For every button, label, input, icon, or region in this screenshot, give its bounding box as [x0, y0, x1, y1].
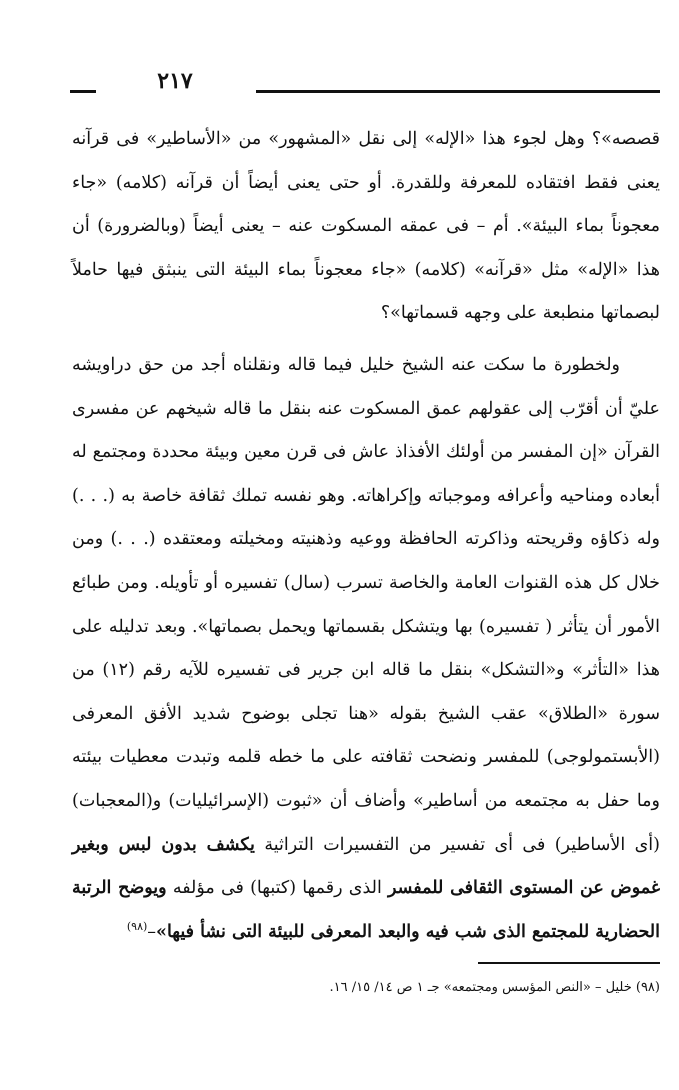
header-rule-long — [256, 90, 660, 93]
page-header — [70, 64, 660, 98]
page-number: ٢١٧ — [157, 68, 193, 94]
paragraph-2-middle: الذى رقمها (كتبها) فى مؤلفه — [172, 878, 382, 899]
bold-phrase-2: ويوضح الرتبة الحضارية للمجتمع الذى شب فيه والبعد المعرفى للبيئة التى نشأ فيها» — [72, 878, 660, 942]
footnote: (٩٨) خليل – «النص المؤسس ومجتمعه» جـ ١ ص ١٤/ ١٥/ ١٦. — [329, 980, 660, 995]
bold-phrase-1: يكشف بدون لبس وبغير غموض عن المستوى الثقافى للمفسر — [72, 834, 660, 899]
paragraph-2 — [72, 344, 660, 954]
paragraph-2-text: ولخطورة ما سكت عنه الشيخ خليل فيما قاله ونقلناه أجد من حق دراويشه عليّ أن أقرّب إلى عقولهم عمق المسكوت عنه بنقل ما قاله شيخهم عن مفسرى القرآن «إن المفسر من أولئك الأفذاذ عاش فى قرن معين وبيئة محددة ومجتمع له أبعاده ومناحيه وأعرافه وموجباته وإكراهاته. وهو نفسه تملك ثقافة خاصة به (. . .) وله ذكاؤه وقريحته وذاكرته الحافظة ووعيه وذهنيته ومخيلته ومعتقده (. . .) ومن خلال كل هذه القنوات العامة والخاصة تسرب (سال) تفسيره أو تأويله. ومن طبائع الأمور أن يتأثر ( تفسيره) بها ويتشكل بقسماتها ويحمل بصماتها». وبعد تدليله على هذا «التأثر» و«التشكل» بنقل ما قاله ابن جرير فى تفسيره للآيه رقم (١٢) من سورة «الطلاق» عقب الشيخ بقوله «هنا تجلى بوضوح شديد الأفق المعرفى (الأبستمولوجى) للمفسر ونضحت ثقافته على ما خطه قلمه وتبدت معطيات بيئته وما حفل به مجتمعه من أساطير» وأضاف أن «ثبوت (الإسرائيليات) و(المعجبات) (أى الأساطير) فى أى تفسير من التفسيرات التراثية — [72, 354, 660, 855]
paragraph-1: قصصه»؟ وهل لجوء هذا «الإله» إلى نقل «المشهور» من «الأساطير» فى قرآنه يعنى فقط افتقاده للمعرفة وللقدرة. أو حتى يعنى أيضاً أن قرآنه (كلامه) «جاء معجوناً بماء البيئة». أم – فى عمقه المسكوت عنه – يعنى أيضاً (وبالضرورة) أن هذا «الإله» مثل «قرآنه» (كلامه) «جاء معجوناً بماء البيئة التى ينبثق فيها حاملاً لبصماتها منطبعة على وجهه قسماتها»؟ — [72, 129, 660, 324]
header-rule-short — [70, 90, 96, 93]
footnote-reference: (٩٨) — [126, 919, 148, 933]
main-text — [72, 118, 660, 954]
footnote-divider — [478, 962, 660, 964]
paragraph-2-end: – — [147, 921, 157, 942]
